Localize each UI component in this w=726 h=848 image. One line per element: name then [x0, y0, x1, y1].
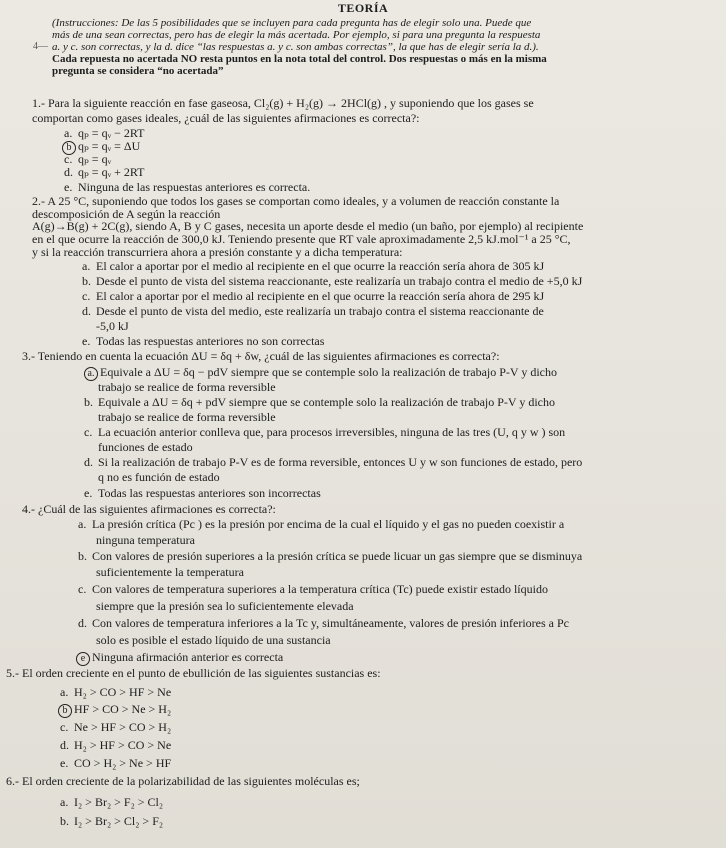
instructions-line: (Instrucciones: De las 5 posibilidades que se incluyen para cada pregunta has de elegir solo una. Puede que: [52, 17, 532, 29]
answer-circle-icon: e: [76, 652, 90, 666]
q4-option-b[interactable]: b. Con valores de presión superiores a la presión crítica se puede licuar un gas siempre que se disminuya: [78, 549, 583, 563]
question-3-stem: 3.- Teniendo en cuenta la ecuación ΔU = δq + δw, ¿cuál de las siguientes afirmaciones es correcta?:: [22, 349, 500, 363]
instructions-line: Cada repuesta no acertada NO resta puntos en la nota total del control. Dos respuestas o más en la misma: [52, 53, 547, 65]
answer-circle-icon: b: [62, 141, 76, 155]
instructions-line: pregunta se considera “no acertada”: [52, 65, 224, 77]
question-2-stem: A(g)→B(g) + 2C(g), siendo A, B y C gases, necesita un aporte desde el medio (un baño, por ejemplo) al recipiente: [32, 219, 584, 233]
question-4-stem: 4.- ¿Cuál de las siguientes afirmaciones es correcta?:: [22, 502, 276, 516]
answer-circle-icon: b: [58, 704, 72, 718]
q1-option-c[interactable]: c. qₚ = qᵥ: [64, 152, 112, 166]
q1-option-b[interactable]: b qₚ = qᵥ = ΔU: [62, 140, 140, 155]
page-title: TEORÍA: [337, 1, 389, 15]
q3-option-c-cont: funciones de estado: [98, 440, 193, 454]
q3-option-a-cont: trabajo se realice de forma reversible: [98, 380, 276, 394]
question-5-stem: 5.- El orden creciente en el punto de ebullición de las siguientes sustancias es:: [6, 666, 381, 680]
q4-option-d-cont: solo es posible el estado líquido de una sustancia: [96, 633, 331, 647]
q5-option-c[interactable]: c. Ne > HF > CO > H₂: [60, 720, 172, 734]
q1-option-d[interactable]: d. qₚ = qᵥ + 2RT: [64, 165, 145, 179]
q3-option-a[interactable]: a. Equivale a ΔU = δq − pdV siempre que se contemple solo la realización de trabajo P-V y dicho: [84, 366, 557, 381]
question-6-stem: 6.- El orden creciente de la polarizabilidad de las siguientes moléculas es;: [6, 774, 360, 788]
q6-option-a[interactable]: a. I₂ > Br₂ > F₂ > Cl₂: [60, 795, 164, 809]
q4-option-b-cont: suficientemente la temperatura: [96, 565, 244, 579]
q2-option-c[interactable]: c. El calor a aportar por el medio al recipiente en el que ocurre la reacción sería ahora de 295 kJ: [82, 289, 545, 303]
q3-option-c[interactable]: c. La ecuación anterior conlleva que, para procesos irreversibles, ninguna de las tres (U, q y w ) son: [84, 425, 566, 439]
q5-option-a[interactable]: a. H₂ > CO > HF > Ne: [60, 685, 172, 699]
instructions-line: a. y c. son correctas, y la d. dice “las respuestas a. y c. son ambas correctas”, la que has de elegir sería la d.).: [52, 41, 539, 53]
q3-option-d[interactable]: d. Si la realización de trabajo P-V es de forma reversible, entonces U y w son funciones de estado, pero: [84, 455, 583, 469]
q1-option-e[interactable]: e. Ninguna de las respuestas anteriores es correcta.: [64, 180, 311, 194]
q3-option-b[interactable]: b. Equivale a ΔU = δq + pdV siempre que se contemple solo la realización de trabajo P-V y dicho: [84, 395, 556, 409]
question-1-stem: comportan como gases ideales, ¿cuál de las siguientes afirmaciones es correcta?:: [32, 111, 420, 125]
q2-option-e[interactable]: e. Todas las respuestas anteriores no son correctas: [82, 334, 325, 348]
q3-option-d-cont: q no es función de estado: [98, 470, 220, 484]
q3-option-b-cont: trabajo se realice de forma reversible: [98, 410, 276, 424]
q3-option-e[interactable]: e. Todas las respuestas anteriores son incorrectas: [84, 486, 321, 500]
q5-option-e[interactable]: e. CO > H₂ > Ne > HF: [60, 756, 172, 770]
q4-option-d[interactable]: d. Con valores de temperatura inferiores a la Tc y, simultáneamente, valores de presión inferiores a Pc: [78, 616, 569, 630]
margin-arrow-icon: 4—: [33, 41, 48, 52]
q2-option-d-cont: -5,0 kJ: [96, 319, 129, 333]
q4-option-a-cont: ninguna temperatura: [96, 533, 195, 547]
q6-option-b[interactable]: b. I₂ > Br₂ > Cl₂ > F₂: [60, 814, 164, 828]
q2-option-d[interactable]: d. Desde el punto de vista del medio, este realizaría un trabajo contra el sistema reaccionante de: [82, 304, 544, 318]
q5-option-d[interactable]: d. H₂ > HF > CO > Ne: [60, 738, 172, 752]
question-2-stem: descomposición de A según la reacción: [32, 207, 221, 221]
q4-option-c[interactable]: c. Con valores de temperatura superiores a la temperatura crítica (Tc) puede existir estado líquido: [78, 582, 548, 596]
instructions-line: más de una sean correctas, pero has de elegir la más acertada. Por ejemplo, si para una pregunta la respuesta: [52, 29, 541, 41]
q4-option-e[interactable]: e Ninguna afirmación anterior es correcta: [76, 651, 283, 666]
question-1-stem: 1.- Para la siguiente reacción en fase gaseosa, Cl₂(g) + H₂(g) → 2HCl(g) , y suponiendo que los gases se: [32, 96, 534, 110]
q4-option-c-cont: siempre que la presión sea lo suficientemente elevada: [96, 599, 354, 613]
q2-option-a[interactable]: a. El calor a aportar por el medio al recipiente en el que ocurre la reacción sería ahora de 305 kJ: [82, 259, 545, 273]
q2-option-b[interactable]: b. Desde el punto de vista del sistema reaccionante, este realizaría un trabajo contra el medio de +5,0 kJ: [82, 274, 583, 288]
q4-option-a[interactable]: a. La presión crítica (Pc ) es la presión por encima de la cual el líquido y el gas no pueden coexistir a: [78, 517, 565, 531]
question-2-stem: en el que ocurre la reacción de 300,0 kJ. Teniendo presente que RT vale aproximadamente 2,5 kJ.mol⁻¹ a 25 °C,: [32, 232, 571, 246]
question-2-stem: y si la reacción transcurriera ahora a presión constante y a dicha temperatura:: [32, 245, 403, 259]
answer-circle-icon: a.: [84, 367, 98, 381]
question-2-stem: 2.- A 25 °C, suponiendo que todos los gases se comportan como ideales, y a volumen de reacción constante la: [32, 194, 560, 208]
q5-option-b[interactable]: b HF > CO > Ne > H₂: [58, 703, 171, 718]
q1-option-a[interactable]: a. qₚ = qᵥ − 2RT: [64, 126, 145, 140]
